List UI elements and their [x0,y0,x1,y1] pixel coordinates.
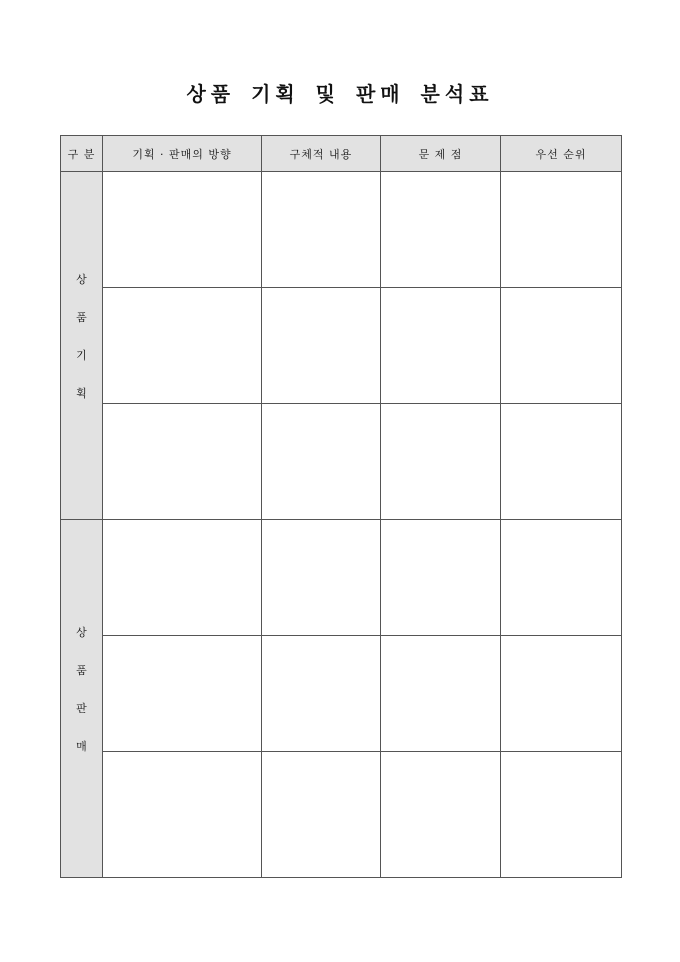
cell-priority[interactable] [501,636,622,752]
cell-details[interactable] [262,636,381,752]
cell-problems[interactable] [381,172,501,288]
document-title: 상품 기획 및 판매 분석표 [186,82,494,106]
group-label-sales [61,520,103,878]
header-problems: 문 제 점 [381,136,501,172]
header-category: 구 분 [61,136,103,172]
group-char: 품 [76,310,87,324]
table-row [61,404,622,520]
table-row [61,172,622,288]
cell-direction[interactable] [103,404,262,520]
group-char: 획 [76,386,87,400]
header-row [61,136,622,172]
header-direction: 기획 · 판매의 방향 [103,136,262,172]
cell-problems[interactable] [381,288,501,404]
cell-details[interactable] [262,404,381,520]
group-char: 판 [76,701,87,715]
group-char: 품 [76,663,87,677]
table-row [61,520,622,636]
cell-priority[interactable] [501,172,622,288]
cell-direction[interactable] [103,636,262,752]
analysis-table [60,135,622,878]
group-label-planning [61,172,103,520]
cell-problems[interactable] [381,520,501,636]
cell-direction[interactable] [103,520,262,636]
cell-problems[interactable] [381,404,501,520]
header-details: 구체적 내용 [262,136,381,172]
cell-details[interactable] [262,752,381,878]
cell-problems[interactable] [381,752,501,878]
table-row [61,288,622,404]
cell-problems[interactable] [381,636,501,752]
cell-priority[interactable] [501,288,622,404]
header-priority: 우선 순위 [501,136,622,172]
cell-details[interactable] [262,172,381,288]
cell-details[interactable] [262,288,381,404]
cell-priority[interactable] [501,520,622,636]
cell-details[interactable] [262,520,381,636]
group-char: 상 [76,272,87,286]
table-row [61,752,622,878]
cell-direction[interactable] [103,288,262,404]
cell-direction[interactable] [103,752,262,878]
table-row [61,636,622,752]
cell-direction[interactable] [103,172,262,288]
group-char: 상 [76,625,87,639]
cell-priority[interactable] [501,752,622,878]
group-char: 기 [76,348,87,362]
group-char: 매 [76,739,87,753]
cell-priority[interactable] [501,404,622,520]
